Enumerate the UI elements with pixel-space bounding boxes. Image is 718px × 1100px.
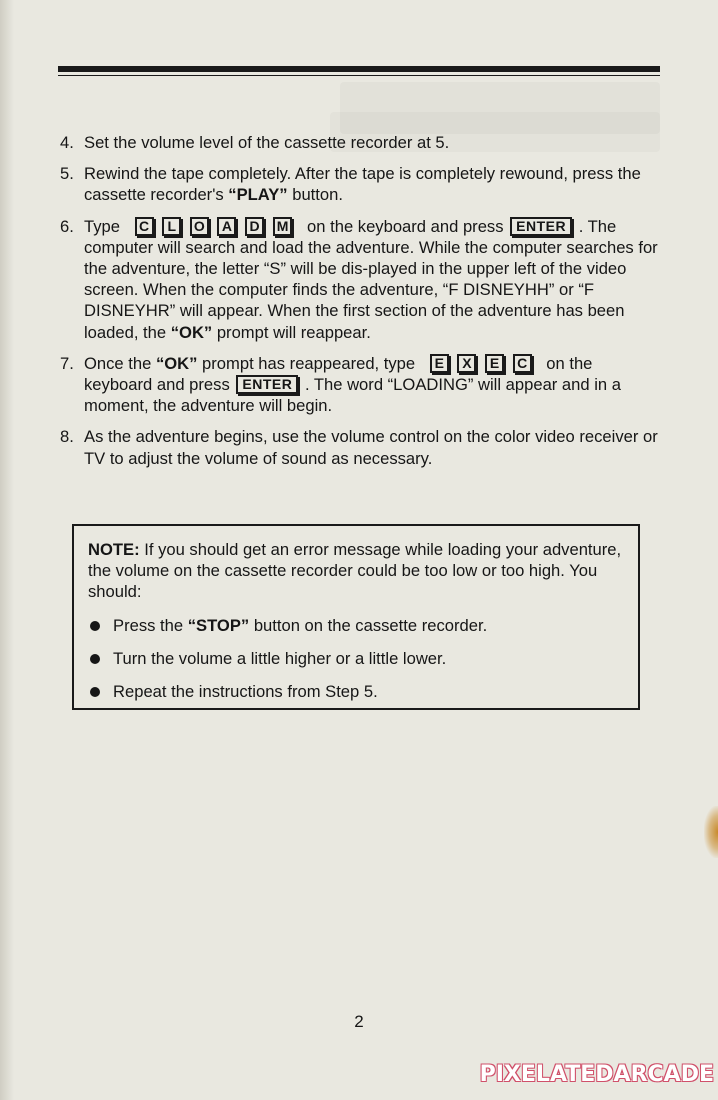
note-box <box>72 524 640 710</box>
show-through-shape <box>340 82 660 134</box>
note-text: If you should get an error message while loading your adventure, the volume on the cassette recorder could be too low or too high. You should: <box>88 540 622 602</box>
step-text: As the adventure begins, use the volume control on the color video receiver or TV to adjust the volume of sound as necessary. <box>84 427 658 468</box>
header-rule-thin <box>58 75 660 76</box>
key-e: E <box>485 354 504 373</box>
page-number: 2 <box>354 1012 364 1031</box>
step-7 <box>60 353 660 417</box>
step-number: 7. <box>60 353 74 373</box>
bullet-dot-icon <box>90 621 100 631</box>
note-bullet <box>88 648 624 669</box>
step-text: . The computer will search and load the adventure. While the computer searches for the adventure, the letter “S” will be dis-played in the upper left of the video screen. When the computer finds the adventure, “F DISNEYHH” or “F DISNEYHR” will appear. When the first section of the adventure has been loaded, the <box>84 216 658 342</box>
page-edge-shadow <box>0 0 14 1100</box>
bullet-text: Repeat the instructions from Step 5. <box>113 682 378 702</box>
after-keys-text: on the keyboard and press <box>307 216 504 236</box>
note-paragraph <box>88 539 624 603</box>
step-text: Rewind the tape completely. After the tape is completely rewound, press the cassette recorder's <box>84 164 641 205</box>
step-text-mid: prompt has reappeared, type <box>197 353 416 373</box>
key-a: A <box>217 217 236 236</box>
note-bullet <box>88 615 624 636</box>
key-l: L <box>162 217 181 236</box>
step-text: Once the <box>84 353 156 373</box>
key-e: E <box>430 354 449 373</box>
header-rule-thick <box>58 66 660 72</box>
step-text-end: prompt will reappear. <box>212 322 371 342</box>
key-enter: ENTER <box>236 375 298 394</box>
type-label: Type <box>84 216 120 236</box>
bullet-dot-icon <box>90 687 100 697</box>
key-c: C <box>513 354 532 373</box>
step-6 <box>60 216 660 343</box>
bullet-text: Turn the volume a little higher or a little lower. <box>113 648 447 668</box>
play-button-name: “PLAY” <box>228 185 288 205</box>
note-bullet <box>88 681 624 702</box>
stop-button-name: “STOP” <box>187 615 250 635</box>
ok-prompt-name: “OK” <box>170 322 213 342</box>
step-number: 4. <box>60 133 74 152</box>
bullet-text: Press the <box>113 615 188 635</box>
key-x: X <box>457 354 476 373</box>
step-8 <box>60 426 660 468</box>
step-5 <box>60 163 660 205</box>
step-4 <box>60 132 660 153</box>
paper-stain <box>704 806 718 858</box>
bullet-dot-icon <box>90 654 100 664</box>
key-enter: ENTER <box>510 217 572 236</box>
key-o: O <box>190 217 209 236</box>
step-text-end: button. <box>287 185 343 205</box>
ok-prompt-name: “OK” <box>155 353 198 373</box>
note-label: NOTE: <box>88 540 140 559</box>
watermark-logo: PIXELATEDARCADE <box>479 1062 714 1087</box>
step-text-end: . The word “LOADING” will appear and in a moment, the adventure will begin. <box>84 375 621 416</box>
step-number: 6. <box>60 216 74 236</box>
key-d: D <box>245 217 264 236</box>
key-c: C <box>135 217 154 236</box>
bullet-text-end: button on the cassette recorder. <box>249 615 488 635</box>
step-text: Set the volume level of the cassette recorder at 5. <box>84 133 450 152</box>
step-number: 5. <box>60 164 74 184</box>
after-keys-text: on the keyboard and press <box>84 353 593 395</box>
key-m: M <box>273 217 293 236</box>
instructions <box>60 132 660 479</box>
step-number: 8. <box>60 427 74 447</box>
